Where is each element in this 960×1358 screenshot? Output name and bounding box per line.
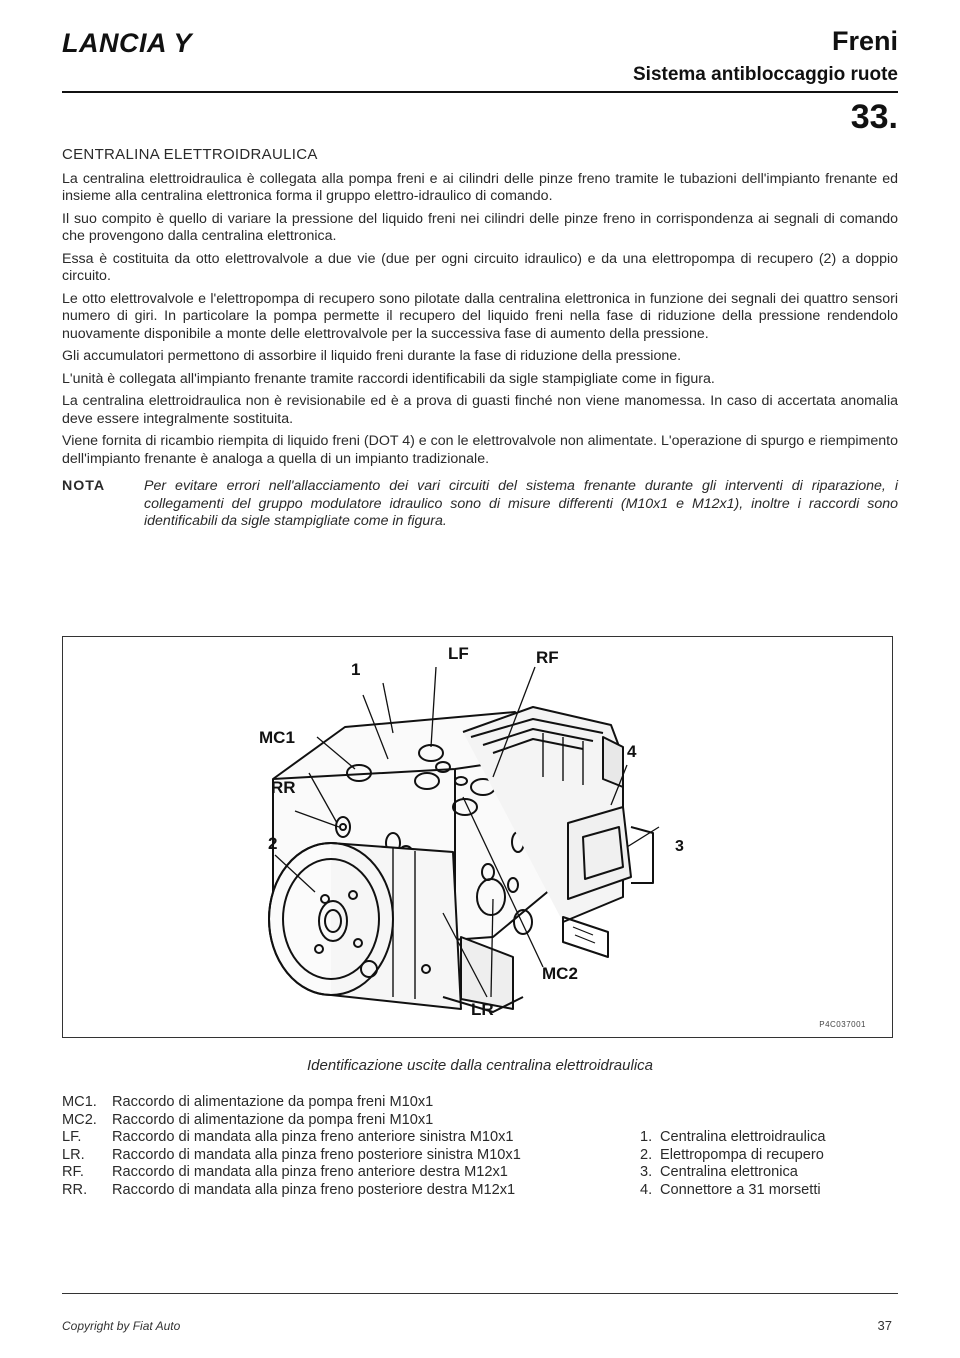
section-title: Freni [831, 26, 898, 56]
paragraph: L'unità è collegata all'impianto frenante tramite raccordi identificabili da sigle stampigliate come in figura. [62, 370, 715, 387]
legend-text: Raccordo di mandata alla pinza freno anteriore sinistra M10x1 [112, 1129, 514, 1145]
legend-number: 4. [640, 1181, 653, 1198]
connector-legend [62, 1094, 521, 1199]
figure-caption: Identificazione uscite dalla centralina elettroidraulica [306, 1057, 654, 1074]
legend-row [62, 1129, 521, 1147]
legend-row [62, 1094, 521, 1112]
label-3: 3 [675, 838, 684, 855]
legend-text: Raccordo di mandata alla pinza freno anteriore destra M12x1 [112, 1164, 508, 1180]
label-rf: RF [536, 648, 559, 667]
legend-code: LR. [62, 1146, 85, 1163]
figure-frame [62, 636, 893, 1038]
footer-rule [62, 1293, 898, 1294]
copyright-text: Copyright by Fiat Auto [62, 1319, 181, 1333]
legend-row [62, 1112, 521, 1130]
label-mc1: MC1 [259, 728, 295, 747]
legend-text: Centralina elettroidraulica [660, 1129, 826, 1145]
legend-row [640, 1129, 825, 1147]
subsection-title: Sistema antibloccaggio ruote [633, 64, 898, 85]
label-1: 1 [351, 660, 361, 679]
label-rr: RR [271, 778, 296, 797]
paragraph: Essa è costituita da otto elettrovalvole a due vie (due per ogni circuito idraulico) e da una elettropompa di recupero (2) a doppio circuito. [62, 250, 898, 284]
legend-text: Elettropompa di recupero [660, 1146, 824, 1163]
paragraph: Gli accumulatori permettono di assorbire il liquido freni durante la fase di riduzione della pressione. [62, 348, 682, 364]
label-2: 2 [268, 834, 278, 853]
legend-row [640, 1182, 825, 1200]
nota-text: Per evitare errori nell'allacciamento dei vari circuiti del sistema frenante durante gli interventi di riparazione, i collegamenti del gruppo modulatore idraulico sono di misure differenti (M10x1 e M12x1), inoltre i raccordi sono identificabili da sigle stampigliate come in figura. [144, 478, 898, 529]
legend-code: LF. [62, 1129, 82, 1145]
legend-number: 3. [640, 1164, 653, 1180]
legend-row [640, 1147, 825, 1165]
paragraph: Viene fornita di ricambio riempita di liquido freni (DOT 4) e con le elettrovalvole non alimentate. L'operazione di spurgo e riempimento dell'impianto frenante è analoga a quella di un impianto tradizionale. [62, 433, 898, 467]
label-4: 4 [627, 742, 637, 761]
legend-row [62, 1164, 521, 1182]
header-rule [62, 91, 898, 93]
label-lr: LR [471, 1000, 494, 1019]
legend-row [62, 1182, 521, 1200]
brand-title: LANCIA Y [62, 28, 193, 58]
legend-row [62, 1147, 521, 1165]
legend-text: Raccordo di mandata alla pinza freno posteriore destra M12x1 [112, 1181, 516, 1198]
legend-code: RF. [62, 1164, 84, 1180]
chapter-number: 33. [850, 98, 898, 136]
legend-row [640, 1164, 825, 1182]
page-number: 37 [877, 1318, 892, 1333]
legend-text: Raccordo di alimentazione da pompa freni M10x1 [112, 1111, 434, 1128]
component-legend [640, 1129, 825, 1199]
legend-text: Raccordo di alimentazione da pompa freni M10x1 [112, 1094, 434, 1110]
figure-code: P4C037001 [819, 1020, 866, 1029]
section-heading: CENTRALINA ELETTROIDRAULICA [62, 146, 318, 163]
label-mc2: MC2 [542, 964, 578, 983]
paragraph: La centralina elettroidraulica non è revisionabile ed è a prova di guasti finché non viene manomessa. In caso di accertata anomalia deve essere integralmente sostituita. [62, 393, 898, 427]
legend-code: MC2. [62, 1111, 97, 1128]
legend-number: 1. [640, 1129, 653, 1145]
nota-label: NOTA [62, 478, 106, 494]
legend-text: Connettore a 31 morsetti [660, 1181, 821, 1198]
hydraulic-unit-illustration [63, 637, 892, 1037]
paragraph: Il suo compito è quello di variare la pressione del liquido freni nei cilindri delle pinze freno in corrispondenza ai segnali di comando che provengono dalla centralina elettronica. [62, 210, 898, 244]
nota-block [62, 478, 898, 531]
legend-code: RR. [62, 1181, 88, 1198]
legend-text: Raccordo di mandata alla pinza freno posteriore sinistra M10x1 [112, 1146, 521, 1163]
label-lf: LF [448, 644, 469, 663]
legend-text: Centralina elettronica [660, 1164, 798, 1180]
body-text [62, 146, 898, 536]
paragraph: La centralina elettroidraulica è collegata alla pompa freni e ai cilindri delle pinze freno tramite le tubazioni dell'impianto frenante ed insieme alla centralina elettronica forma il gruppo elettro-idraulico di comando. [62, 170, 898, 204]
paragraph: Le otto elettrovalvole e l'elettropompa di recupero sono pilotate dalla centralina elettronica in funzione dei segnali dei quattro sensori numero di giri. In particolare la pompa permette il recupero del liquido freni nella fase di riduzione della pressione rendendolo nuovamente disponibile a monte delle elettrovalvole per la successiva fase di aumento della pressione. [62, 290, 898, 342]
legend-number: 2. [640, 1146, 653, 1163]
legend-code: MC1. [62, 1094, 97, 1110]
